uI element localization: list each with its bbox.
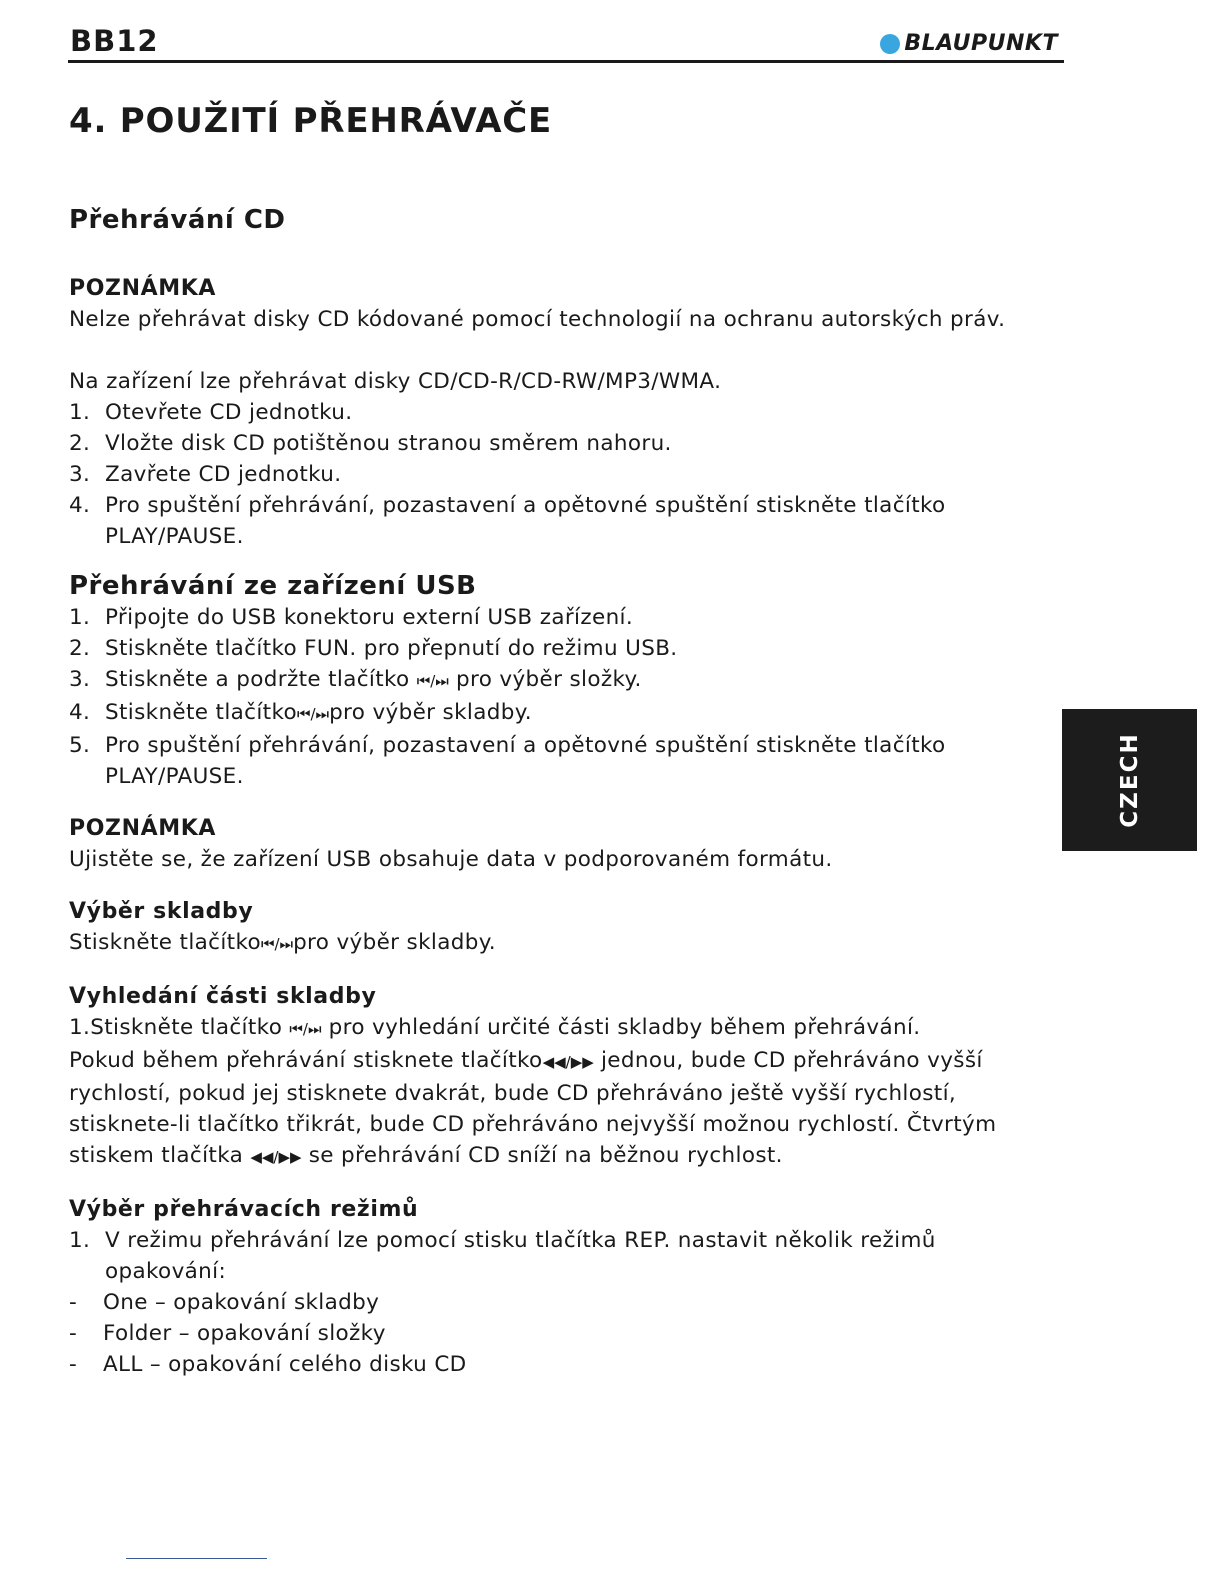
- language-tab-label: CZECH: [1116, 732, 1143, 828]
- page-content: [69, 100, 1049, 1380]
- search-heading: Vyhledání části skladby: [69, 984, 377, 1009]
- track-select-heading: Výběr skladby: [69, 899, 254, 924]
- modes-heading: Výběr přehrávacích režimů: [69, 1197, 419, 1222]
- list-item: 1. V režimu přehrávání lze pomocí stisku tlačítka REP. nastavit několik režimů opakování:: [69, 1228, 936, 1284]
- search-line-1: 1.Stiskněte tlačítko ⏮/⏭ pro vyhledání určité části skladby během přehrávání.: [69, 1015, 921, 1040]
- document-model: BB12: [70, 24, 159, 58]
- list-item: 3. Zavřete CD jednotku.: [69, 462, 342, 487]
- list-item: 5. Pro spuštění přehrávání, pozastavení a opětovné spuštění stiskněte tlačítko PLAY/PAUSE.: [69, 733, 946, 789]
- search-paragraph: Pokud během přehrávání stisknete tlačítko◀◀/▶▶ jednou, bude CD přehráváno vyšší rychlostí, pokud jej stisknete dvakrát, bude CD přehráváno ještě vyšší rychlostí, stisknete-li tlačítko třikrát, bude CD přehráváno nejvyšší možnou rychlostí. Čtvrtým stiskem tlačítka ◀◀/▶▶ se přehrávání CD sníží na běžnou rychlost.: [69, 1048, 997, 1168]
- usb-note-text: Ujistěte se, že zařízení USB obsahuje data v podporovaném formátu.: [69, 847, 833, 872]
- brand-name: BLAUPUNKT: [904, 31, 1058, 56]
- cd-heading: Přehrávání CD: [69, 205, 286, 235]
- usb-heading: Přehrávání ze zařízení USB: [69, 571, 477, 601]
- list-item: 2. Stiskněte tlačítko FUN. pro přepnutí do režimu USB.: [69, 636, 678, 661]
- skip-icon: ⏮/⏭: [261, 935, 294, 953]
- brand-dot-icon: [880, 34, 900, 54]
- list-item: - One – opakování skladby: [69, 1290, 380, 1315]
- brand-logo: [880, 31, 1058, 56]
- list-item: 4. Stiskněte tlačítko⏮/⏭pro výběr skladby.: [69, 700, 532, 725]
- list-item: 3. Stiskněte a podržte tlačítko ⏮/⏭ pro výběr složky.: [69, 667, 642, 692]
- list-item: 2. Vložte disk CD potištěnou stranou směrem nahoru.: [69, 431, 672, 456]
- seek-icon: ◀◀/▶▶: [250, 1148, 302, 1166]
- section-title: 4. POUŽITÍ PŘEHRÁVAČE: [69, 101, 553, 141]
- skip-icon: ⏮/⏭: [289, 1020, 322, 1038]
- language-tab: [1062, 709, 1197, 851]
- header-divider: [68, 60, 1064, 63]
- skip-icon: ⏮/⏭: [297, 705, 330, 723]
- seek-icon: ◀◀/▶▶: [542, 1053, 594, 1071]
- list-item: - Folder – opakování složky: [69, 1321, 386, 1346]
- list-item: 1. Připojte do USB konektoru externí USB zařízení.: [69, 605, 634, 630]
- footer-divider: [126, 1558, 267, 1559]
- cd-note-heading: POZNÁMKA: [69, 276, 216, 301]
- list-item: - ALL – opakování celého disku CD: [69, 1352, 467, 1377]
- list-item: 1. Otevřete CD jednotku.: [69, 400, 353, 425]
- cd-intro: Na zařízení lze přehrávat disky CD/CD-R/CD-RW/MP3/WMA.: [69, 369, 722, 394]
- skip-icon: ⏮/⏭: [416, 672, 449, 690]
- usb-note-heading: POZNÁMKA: [69, 816, 216, 841]
- track-select-text: Stiskněte tlačítko⏮/⏭pro výběr skladby.: [69, 930, 496, 955]
- list-item: 4. Pro spuštění přehrávání, pozastavení a opětovné spuštění stiskněte tlačítko PLAY/PAUSE.: [69, 493, 946, 549]
- cd-note-text: Nelze přehrávat disky CD kódované pomocí technologií na ochranu autorských práv.: [69, 307, 1006, 332]
